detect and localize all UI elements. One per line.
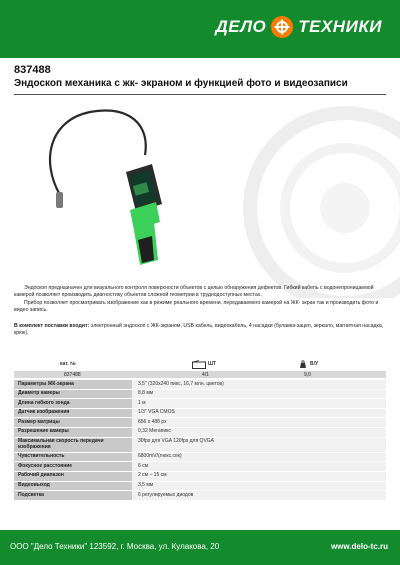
spec-value: 6800mV/(люкс.сек): [132, 453, 386, 462]
spec-row: [14, 491, 386, 501]
spec-row: [14, 418, 386, 428]
brand-logo: [216, 16, 382, 38]
spec-value: 6 см: [132, 462, 386, 471]
spec-value: 2 см – 15 см: [132, 472, 386, 481]
spec-row: [14, 472, 386, 482]
pallet-column-header: [298, 358, 318, 370]
spec-row: [14, 428, 386, 438]
brand-header: [0, 0, 400, 58]
product-code: 837488: [14, 64, 51, 76]
box-qty-value: 4/1: [202, 372, 209, 378]
kit-contents: [14, 323, 386, 337]
pallet-qty-value: 9,0: [304, 372, 311, 378]
brand-gear-icon: [271, 16, 293, 38]
box-column-label: ШТ: [208, 361, 217, 367]
spec-row: [14, 462, 386, 472]
spec-value: 1 м: [132, 399, 386, 408]
spec-name: Максимальная скорость передачи изображения: [14, 438, 132, 452]
footer: [0, 530, 400, 565]
spec-name: Размер матрицы: [14, 418, 132, 427]
spec-name: Подсветка: [14, 491, 132, 500]
title-divider: [14, 94, 386, 95]
pallet-column-label: В/У: [310, 361, 319, 367]
box-column-header: [192, 358, 216, 370]
spec-name: Параметры ЖК-экрана: [14, 380, 132, 389]
code-column-header: кат. №: [60, 361, 76, 367]
spec-value: 8,8 мм: [132, 390, 386, 399]
spec-value: 0,32 Мегапикс: [132, 428, 386, 437]
spec-name: Длина гибкого зонда: [14, 399, 132, 408]
spec-name: Рабочий диапазон: [14, 472, 132, 481]
spec-row: [14, 482, 386, 492]
spec-value: 1/3" VGA CMOS: [132, 409, 386, 418]
spec-value: 6 регулируемых диодов: [132, 491, 386, 500]
decorative-disc-graphic: [215, 98, 400, 298]
spec-name: Датчик изображения: [14, 409, 132, 418]
spec-row: [14, 380, 386, 390]
spec-name: Чувствительность: [14, 453, 132, 462]
spec-row: [14, 399, 386, 409]
website-link[interactable]: www.delo-tc.ru: [330, 542, 388, 551]
spec-name: Фокусное расстояние: [14, 462, 132, 471]
specifications-table: [14, 380, 386, 501]
weight-icon: [298, 360, 308, 369]
spec-value: 3,5" (320x240 пикс, 16,7 млн. цветов): [132, 380, 386, 389]
description-paragraph: Прибор позволяет просматривать изображение как в режиме реального времени, передаваемого камерой на ЖК- экран так и производить фото и видео запись.: [14, 300, 379, 313]
kit-text: электронный эндоскоп с ЖК-экраном, USB кабель, видеокабель, 4 насадки (булавка-зацеп, зеркало, магнитная насадка, крюк).: [14, 323, 384, 336]
spec-row: [14, 390, 386, 400]
description-paragraph: Эндоскоп предназначен для визуального контроля поверхности объектов с целью обнаружения дефектов. Гибкий кабель с водонепроницаемой камерой позволяет производить диагностику объектов сложной геометрии в труднодоступных местах.: [14, 285, 374, 298]
box-icon: [192, 360, 206, 369]
spec-row: [14, 409, 386, 419]
code-row: [14, 371, 386, 378]
spec-row: [14, 438, 386, 453]
brand-logo-text-part2: ТЕХНИКИ: [298, 17, 382, 36]
spec-value: 656 x 488 px: [132, 418, 386, 427]
spec-name: Разрешение камеры: [14, 428, 132, 437]
spec-name: Видеовыход: [14, 482, 132, 491]
code-value: 837488: [64, 372, 81, 378]
product-description: [14, 285, 386, 314]
brand-logo-text-part1: ДЕЛО: [215, 17, 267, 36]
spec-row: [14, 453, 386, 463]
spec-value: 30fps для VGA 120fps для QVGA: [132, 438, 386, 452]
spec-name: Диаметр камеры: [14, 390, 132, 399]
kit-label: В комплект поставки входит:: [14, 323, 90, 329]
company-address: ООО "Дело Техники" 123592, г. Москва, ул. Кулакова, 20: [10, 542, 220, 551]
product-title: Эндоскоп механика с жк- экраном и функцией фото и видеозаписи: [14, 78, 348, 89]
endoscope-product-image: [30, 100, 180, 270]
spec-value: 3,5 мм: [132, 482, 386, 491]
